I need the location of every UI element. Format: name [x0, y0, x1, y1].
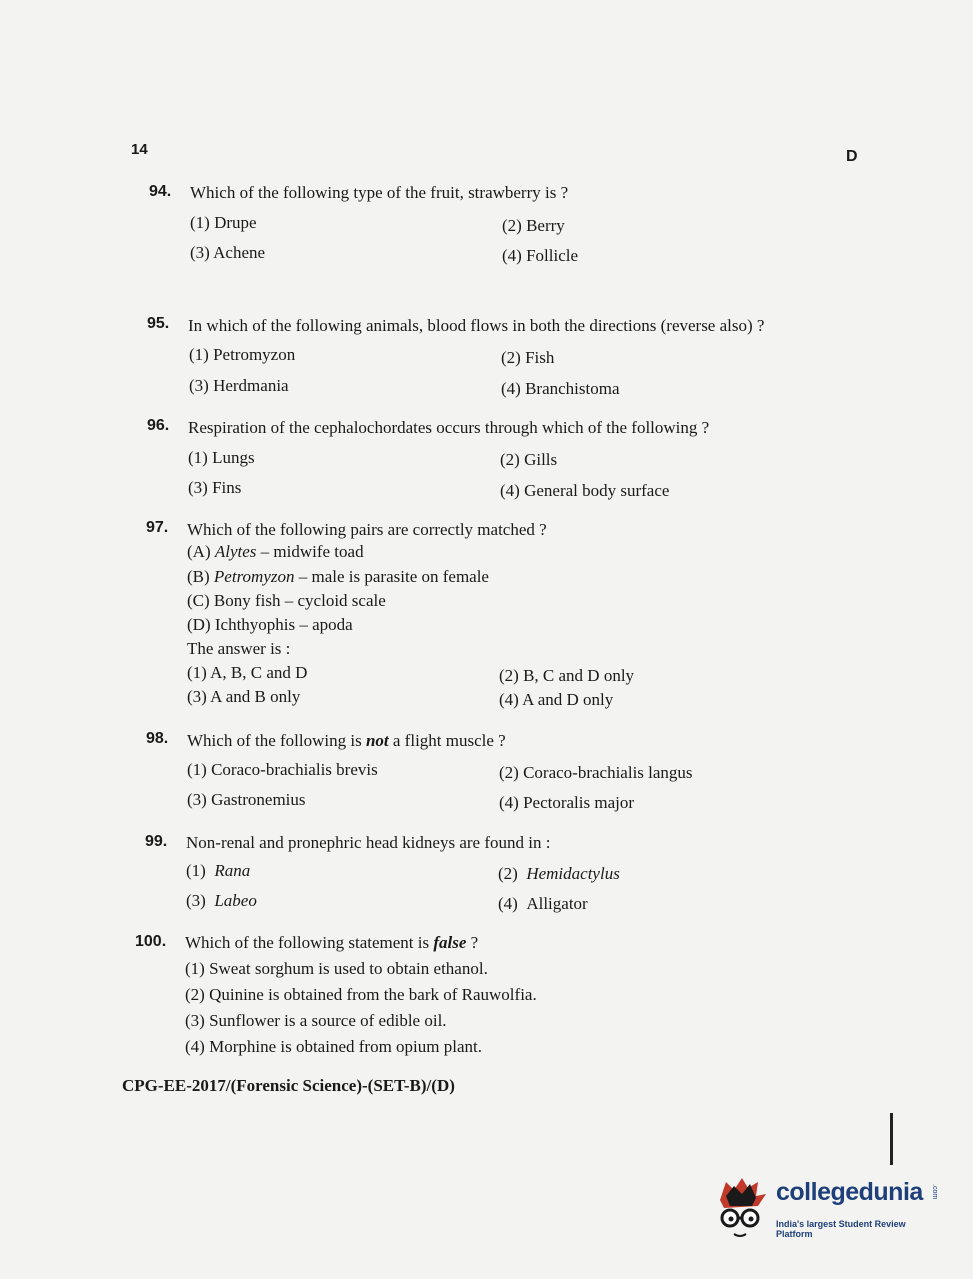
option-4: (4) Follicle — [502, 246, 579, 265]
option-text: Alligator — [526, 894, 588, 913]
question-number: 100. — [135, 933, 167, 950]
option-4 — [498, 894, 588, 914]
pair-desc: – male is parasite on female — [294, 567, 489, 586]
question-number: 99. — [145, 833, 168, 850]
pair-label: (C) — [187, 591, 210, 610]
option-2: (2) Berry — [502, 216, 565, 235]
text-part: Which of the following is — [187, 731, 366, 750]
option-3: (3) A and B only — [187, 687, 301, 706]
brand-tagline: India's largest Student Review Platform — [776, 1219, 906, 1239]
option-3: (3) Gastronemius — [187, 790, 306, 809]
question-number: 98. — [146, 730, 169, 747]
question-number: 95. — [147, 315, 170, 332]
option-1: (1) Drupe — [190, 213, 257, 232]
pair-term: Ichthyophis — [214, 615, 296, 634]
question-number: 96. — [147, 417, 170, 434]
option-3 — [186, 891, 257, 911]
option-3: (3) Herdmania — [189, 376, 289, 395]
option-3: (3) Fins — [188, 478, 242, 497]
option-1: (1) Sweat sorghum is used to obtain ethanol. — [185, 959, 488, 978]
question-text: Non-renal and pronephric head kidneys are found in : — [186, 833, 551, 852]
text-part: a flight muscle ? — [388, 731, 506, 750]
pair-label: (B) — [187, 567, 210, 586]
option-2: (2) Quinine is obtained from the bark of Rauwolfia. — [185, 985, 537, 1004]
question-text: Which of the following type of the fruit, strawberry is ? — [190, 183, 569, 202]
match-pair-d — [187, 615, 353, 635]
option-4: (4) General body surface — [500, 481, 670, 500]
question-text — [187, 731, 506, 751]
brand-name: collegedunia — [776, 1178, 923, 1206]
pair-desc: – cycloid scale — [280, 591, 386, 610]
option-number: (1) — [186, 861, 206, 880]
pair-label: (D) — [187, 615, 211, 634]
collegedunia-logo[interactable] — [712, 1172, 942, 1242]
pair-term: Bony fish — [213, 591, 281, 610]
pair-desc: – midwife toad — [256, 542, 364, 561]
question-number: 97. — [146, 519, 169, 536]
option-4: (4) Branchistoma — [501, 379, 620, 398]
option-2 — [498, 864, 620, 884]
match-pair-a — [187, 542, 364, 562]
pair-term: Petromyzon — [213, 567, 295, 586]
answer-label: The answer is : — [187, 639, 291, 658]
question-text: Which of the following pairs are correctly matched ? — [187, 520, 547, 539]
option-text: Labeo — [214, 891, 257, 910]
set-letter: D — [846, 148, 858, 165]
option-3: (3) Achene — [190, 243, 266, 262]
match-pair-b — [187, 567, 489, 587]
option-2: (2) Fish — [501, 348, 555, 367]
option-1: (1) Lungs — [188, 448, 255, 467]
option-number: (2) — [498, 864, 518, 883]
option-3: (3) Sunflower is a source of edible oil. — [185, 1011, 447, 1030]
pair-desc: – apoda — [295, 615, 353, 634]
option-4: (4) Pectoralis major — [499, 793, 635, 812]
option-2: (2) B, C and D only — [499, 666, 635, 685]
emphasis: false — [433, 933, 467, 952]
text-part: Which of the following statement is — [185, 933, 434, 952]
pair-term: Alytes — [214, 542, 257, 561]
option-1: (1) A, B, C and D — [187, 663, 308, 682]
pair-label: (A) — [187, 542, 211, 561]
option-2: (2) Coraco-brachialis langus — [499, 763, 693, 782]
option-4: (4) A and D only — [499, 690, 614, 709]
mascot-icon — [712, 1174, 772, 1238]
option-1 — [186, 861, 250, 881]
option-number: (4) — [498, 894, 518, 913]
match-pair-c — [187, 591, 386, 611]
text-part: ? — [466, 933, 479, 952]
page-number: 14 — [131, 141, 148, 158]
option-text: Hemidactylus — [526, 864, 620, 883]
option-text: Rana — [214, 861, 251, 880]
question-number: 94. — [149, 183, 172, 200]
brand-domain: .com — [931, 1184, 938, 1200]
option-1: (1) Petromyzon — [189, 345, 296, 364]
option-1: (1) Coraco-brachialis brevis — [187, 760, 378, 779]
margin-bar — [890, 1113, 893, 1165]
question-text: Respiration of the cephalochordates occurs through which of the following ? — [188, 418, 710, 437]
option-number: (3) — [186, 891, 206, 910]
question-text — [185, 933, 478, 953]
option-2: (2) Gills — [500, 450, 558, 469]
question-text: In which of the following animals, blood flows in both the directions (reverse also) ? — [188, 316, 765, 335]
option-4: (4) Morphine is obtained from opium plant. — [185, 1037, 482, 1056]
emphasis: not — [365, 731, 389, 750]
paper-code-footer: CPG-EE-2017/(Forensic Science)-(SET-B)/(D) — [122, 1076, 455, 1095]
